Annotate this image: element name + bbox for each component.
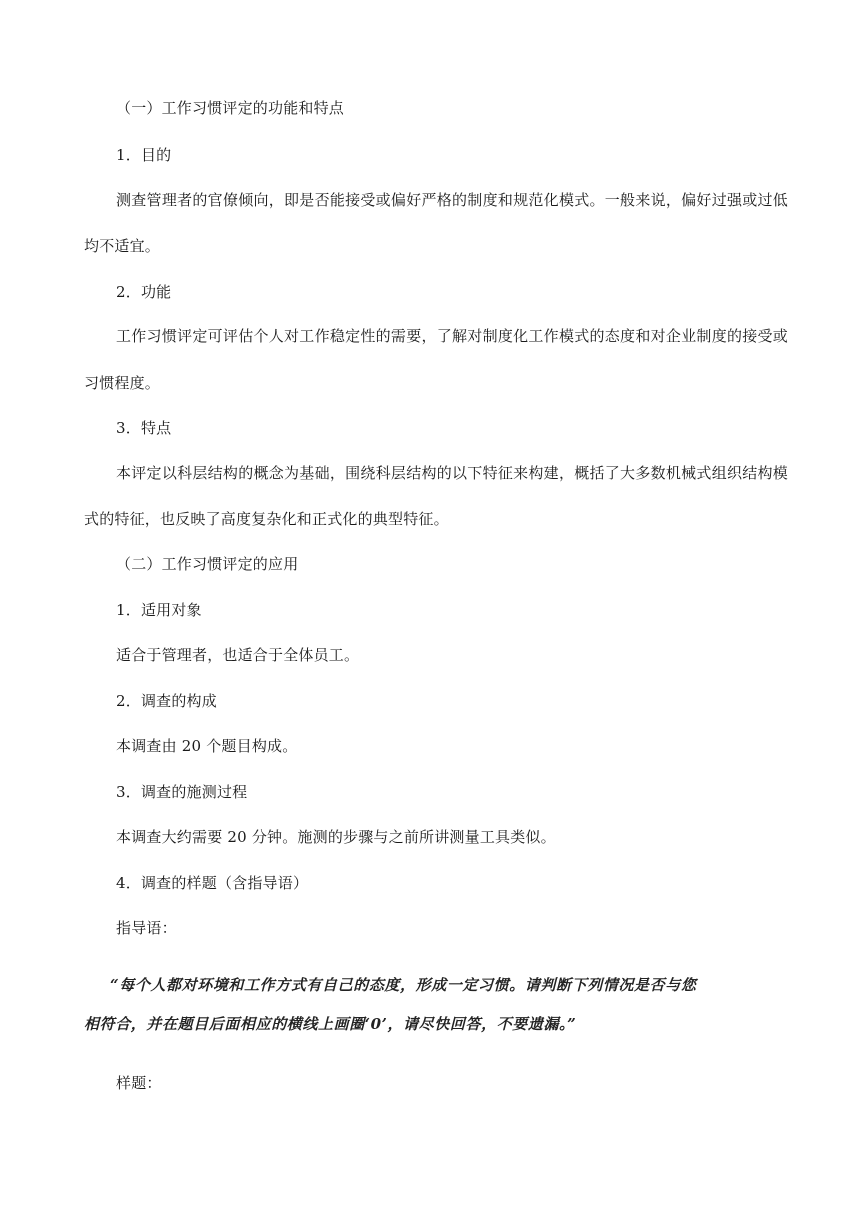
item3-paragraph-line1: 本评定以科层结构的概念为基础，围绕科层结构的以下特征来构建，概括了大多数机械式组织结构模 <box>116 464 788 482</box>
item2-heading: 2．功能 <box>116 283 172 301</box>
item1-heading: 1．目的 <box>116 146 172 164</box>
app1-heading: 1．适用对象 <box>116 601 202 619</box>
item1-paragraph-line1: 测查管理者的官僚倾向，即是否能接受或偏好严格的制度和规范化模式。一般来说，偏好过强或过低 <box>116 191 788 209</box>
item2-paragraph-line1: 工作习惯评定可评估个人对工作稳定性的需要，了解对制度化工作模式的态度和对企业制度的接受或 <box>116 327 788 345</box>
app3-heading: 3．调查的施测过程 <box>116 783 248 801</box>
app4-heading: 4．调查的样题（含指导语） <box>116 874 309 892</box>
section1-heading: （一）工作习惯评定的功能和特点 <box>116 99 345 117</box>
guide-label: 指导语： <box>116 919 177 937</box>
item2-paragraph-line2: 习惯程度。 <box>84 374 161 392</box>
section2-heading: （二）工作习惯评定的应用 <box>116 555 299 573</box>
app2-heading: 2．调查的构成 <box>116 692 217 710</box>
item3-paragraph-line2: 式的特征，也反映了高度复杂化和正式化的典型特征。 <box>84 510 449 528</box>
app3-text: 本调查大约需要 20 分钟。施测的步骤与之前所讲测量工具类似。 <box>116 828 556 846</box>
guide-quote-line2: 相符合，并在题目后面相应的横线上画圈‘0’，请尽快回答，不要遗漏。” <box>84 1015 577 1033</box>
app2-text: 本调查由 20 个题目构成。 <box>116 737 298 755</box>
guide-quote-line1: “每个人都对环境和工作方式有自己的态度，形成一定习惯。请判断下列情况是否与您 <box>110 976 697 994</box>
item1-paragraph-line2: 均不适宜。 <box>84 237 161 255</box>
item3-heading: 3．特点 <box>116 419 172 437</box>
sample-label: 样题： <box>116 1074 162 1092</box>
app1-text: 适合于管理者，也适合于全体员工。 <box>116 646 360 664</box>
